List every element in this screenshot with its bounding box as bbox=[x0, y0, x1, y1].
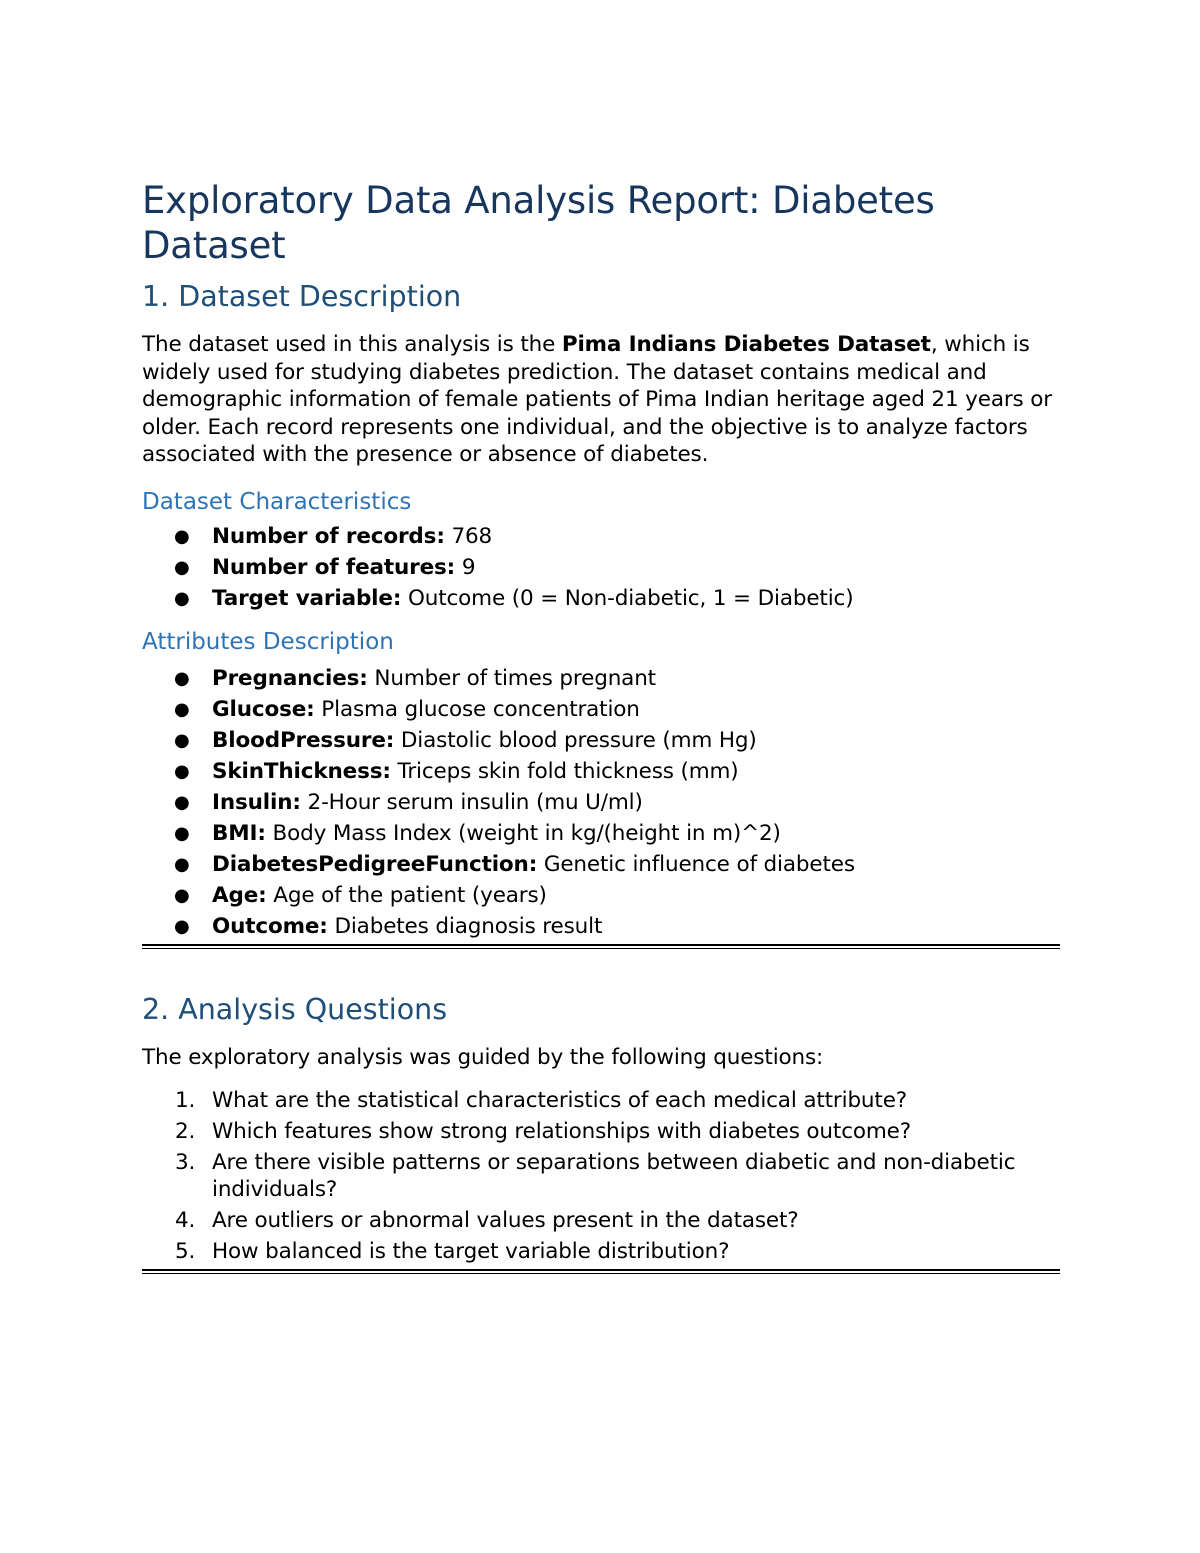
questions-list bbox=[142, 1085, 1060, 1267]
list-item bbox=[142, 694, 1060, 725]
item-value: Diastolic blood pressure (mm Hg) bbox=[394, 727, 757, 753]
item-value: 9 bbox=[455, 554, 476, 580]
question-text: Are outliers or abnormal values present in the dataset? bbox=[212, 1208, 799, 1233]
list-item bbox=[142, 552, 1060, 583]
bullet-icon: ● bbox=[174, 587, 190, 609]
list-item bbox=[142, 787, 1060, 818]
list-item bbox=[142, 911, 1060, 942]
analysis-intro-paragraph: The exploratory analysis was guided by the following questions: bbox=[142, 1044, 824, 1070]
question-text: Which features show strong relationships with diabetes outcome? bbox=[212, 1119, 912, 1144]
item-label: Pregnancies: bbox=[212, 665, 368, 691]
item-value: Diabetes diagnosis result bbox=[327, 913, 603, 939]
list-item bbox=[142, 583, 1060, 614]
list-item bbox=[142, 1147, 1060, 1205]
item-label: Glucose: bbox=[212, 696, 315, 722]
item-label: BMI: bbox=[212, 820, 266, 846]
paragraph-text-post: , which is widely used for studying diabetes prediction. The dataset contains medical and demographic information of female patients of Pima Indian heritage aged 21 years or older. Each record represents one individual, and the objective is to analyze factors associated with the presence or absence of diabetes. bbox=[142, 332, 1052, 467]
item-number: 5. bbox=[175, 1239, 196, 1264]
bullet-icon: ● bbox=[174, 915, 190, 937]
question-text: How balanced is the target variable distribution? bbox=[212, 1239, 730, 1264]
question-text: Are there visible patterns or separations between diabetic and non-diabetic individuals? bbox=[212, 1150, 1016, 1202]
bullet-icon: ● bbox=[174, 822, 190, 844]
bullet-icon: ● bbox=[174, 760, 190, 782]
bullet-icon: ● bbox=[174, 884, 190, 906]
item-label: Number of records: bbox=[212, 523, 445, 549]
item-value: Number of times pregnant bbox=[367, 665, 656, 691]
list-item bbox=[142, 756, 1060, 787]
list-item bbox=[142, 880, 1060, 911]
dataset-name-bold: Pima Indians Diabetes Dataset bbox=[561, 332, 931, 357]
item-value: Genetic influence of diabetes bbox=[537, 851, 855, 877]
item-label: BloodPressure: bbox=[212, 727, 395, 753]
bullet-icon: ● bbox=[174, 525, 190, 547]
bullet-icon: ● bbox=[174, 791, 190, 813]
list-item bbox=[142, 818, 1060, 849]
bullet-icon: ● bbox=[174, 556, 190, 578]
bullet-icon: ● bbox=[174, 698, 190, 720]
item-value: Outcome (0 = Non-diabetic, 1 = Diabetic) bbox=[401, 585, 854, 611]
subheading-attributes-description: Attributes Description bbox=[142, 628, 394, 655]
paragraph-text-pre: The dataset used in this analysis is the bbox=[142, 332, 562, 357]
item-number: 1. bbox=[175, 1088, 196, 1113]
list-item bbox=[142, 521, 1060, 552]
bullet-icon: ● bbox=[174, 729, 190, 751]
horizontal-rule bbox=[142, 1269, 1060, 1274]
section-heading-dataset-description: 1. Dataset Description bbox=[142, 280, 462, 313]
item-label: Number of features: bbox=[212, 554, 456, 580]
item-label: SkinThickness: bbox=[212, 758, 391, 784]
section-heading-analysis-questions: 2. Analysis Questions bbox=[142, 992, 448, 1026]
item-value: Body Mass Index (weight in kg/(height in m)^2) bbox=[265, 820, 781, 846]
list-item bbox=[142, 725, 1060, 756]
attributes-list bbox=[142, 663, 1060, 942]
list-item bbox=[142, 849, 1060, 880]
item-number: 4. bbox=[175, 1208, 196, 1233]
item-number: 3. bbox=[175, 1150, 196, 1175]
item-label: DiabetesPedigreeFunction: bbox=[212, 851, 538, 877]
item-label: Target variable: bbox=[212, 585, 402, 611]
list-item bbox=[142, 1085, 1060, 1116]
item-label: Insulin: bbox=[212, 789, 301, 815]
item-value: 2-Hour serum insulin (mu U/ml) bbox=[300, 789, 643, 815]
item-value: 768 bbox=[444, 523, 493, 549]
horizontal-rule bbox=[142, 944, 1060, 949]
list-item bbox=[142, 1205, 1060, 1236]
list-item bbox=[142, 1116, 1060, 1147]
item-number: 2. bbox=[175, 1119, 196, 1144]
characteristics-list bbox=[142, 521, 1060, 614]
item-value: Age of the patient (years) bbox=[266, 882, 547, 908]
question-text: What are the statistical characteristics of each medical attribute? bbox=[212, 1088, 908, 1113]
bullet-icon: ● bbox=[174, 853, 190, 875]
item-label: Outcome: bbox=[212, 913, 328, 939]
bullet-icon: ● bbox=[174, 667, 190, 689]
document-title: Exploratory Data Analysis Report: Diabetes Dataset bbox=[142, 179, 935, 267]
document-page bbox=[142, 178, 1060, 1274]
list-item bbox=[142, 663, 1060, 694]
list-item bbox=[142, 1236, 1060, 1267]
subheading-dataset-characteristics: Dataset Characteristics bbox=[142, 488, 412, 515]
dataset-description-paragraph bbox=[142, 331, 1060, 469]
item-value: Plasma glucose concentration bbox=[314, 696, 640, 722]
item-label: Age: bbox=[212, 882, 267, 908]
item-value: Triceps skin fold thickness (mm) bbox=[390, 758, 739, 784]
